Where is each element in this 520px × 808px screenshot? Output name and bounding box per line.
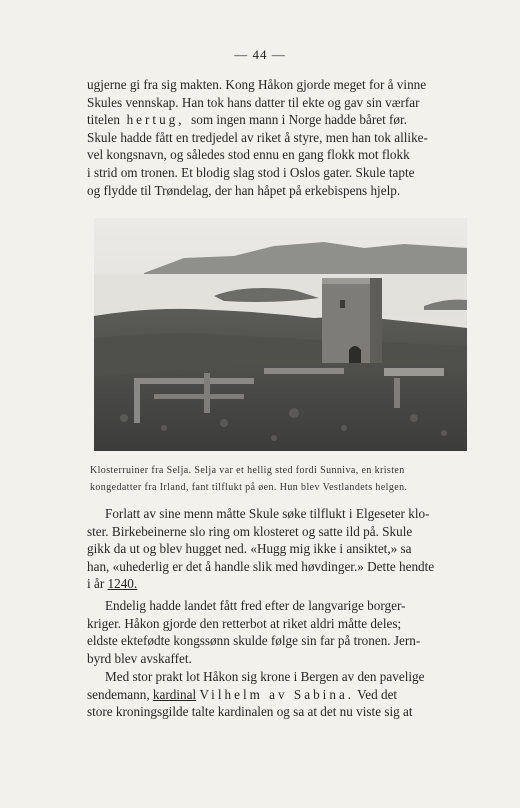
year-1240: 1240. — [107, 576, 138, 592]
text-line: han, «uhederlig er det å handle slik med høvdinger.» Dette hendte — [87, 558, 435, 574]
text-segment: i år — [87, 576, 105, 592]
text-line: kriger. Håkon gjorde den retterbot at riket aldri måtte deles; — [87, 615, 402, 631]
text-segment: Ved det — [357, 686, 398, 702]
text-line: vel kongsnavn, og således stod ennu en gang flokk mot flokk — [87, 147, 410, 163]
text-line: Skules vennskap. Han tok hans datter til ekte og gav sin værfar — [87, 94, 420, 110]
cardinal-word: kardinal — [152, 686, 197, 702]
text-line: Med stor prakt lot Håkon sig krone i Bergen av den pavelige — [105, 669, 425, 684]
text-line: ster. Birkebeinerne slo ring om klosteret og satte ild på. Skule — [87, 523, 413, 539]
text-line: Forlatt av sine menn måtte Skule søke tilflukt i Elgeseter klo- — [105, 506, 430, 521]
paragraph-skule-death — [87, 505, 477, 593]
paragraph-peace — [87, 597, 477, 667]
emphasized-word: hertug, — [126, 112, 185, 128]
photo-caption — [90, 462, 473, 496]
text-line: store kroningsgilde talte kardinalen og sa at det nu viste sig at — [87, 704, 413, 720]
text-line — [87, 575, 477, 593]
text-line: byrd blev avskaffet. — [87, 650, 192, 666]
text-line — [87, 111, 477, 129]
text-segment: sendemann, — [87, 686, 150, 702]
paragraph-coronation — [87, 668, 477, 721]
tower-ruin — [322, 278, 382, 363]
text-line — [87, 686, 477, 704]
cardinal-name: Vilhelm av Sabina. — [199, 686, 355, 702]
text-line: i strid om tronen. Et blodig slag stod i Oslos gater. Skule tapte — [87, 164, 415, 180]
text-line: eldste ektefødte kongssønn skulde følge sin far på tronen. Jern- — [87, 633, 421, 649]
text-line: og flydde til Trøndelag, der han håpet på erkebispens hjelp. — [87, 182, 401, 198]
text-line: ugjerne gi fra sig makten. Kong Håkon gjorde meget for å vinne — [87, 77, 427, 92]
text-line: Skule hadde fått en tredjedel av riket å styre, men han tok allike- — [87, 129, 428, 145]
caption-line: Klosterruiner fra Selja. Selja var et hellig sted fordi Sunniva, en kristen — [90, 465, 405, 476]
page-number: — 44 — — [234, 47, 286, 62]
top-paragraph — [87, 76, 477, 199]
monastery-ruins-photo — [94, 218, 467, 451]
text-line: gikk da ut og blev hugget ned. «Hugg mig ikke i ansiktet,» sa — [87, 541, 412, 557]
text-segment: som ingen mann i Norge hadde båret før. — [191, 112, 407, 128]
photo-illustration — [94, 218, 467, 451]
text-line: Endelig hadde landet fått fred efter de langvarige borger- — [105, 598, 406, 613]
text-segment: titelen — [87, 112, 120, 128]
caption-line: kongedatter fra Irland, fant tilflukt på øen. Hun blev Vestlandets helgen. — [90, 482, 408, 493]
